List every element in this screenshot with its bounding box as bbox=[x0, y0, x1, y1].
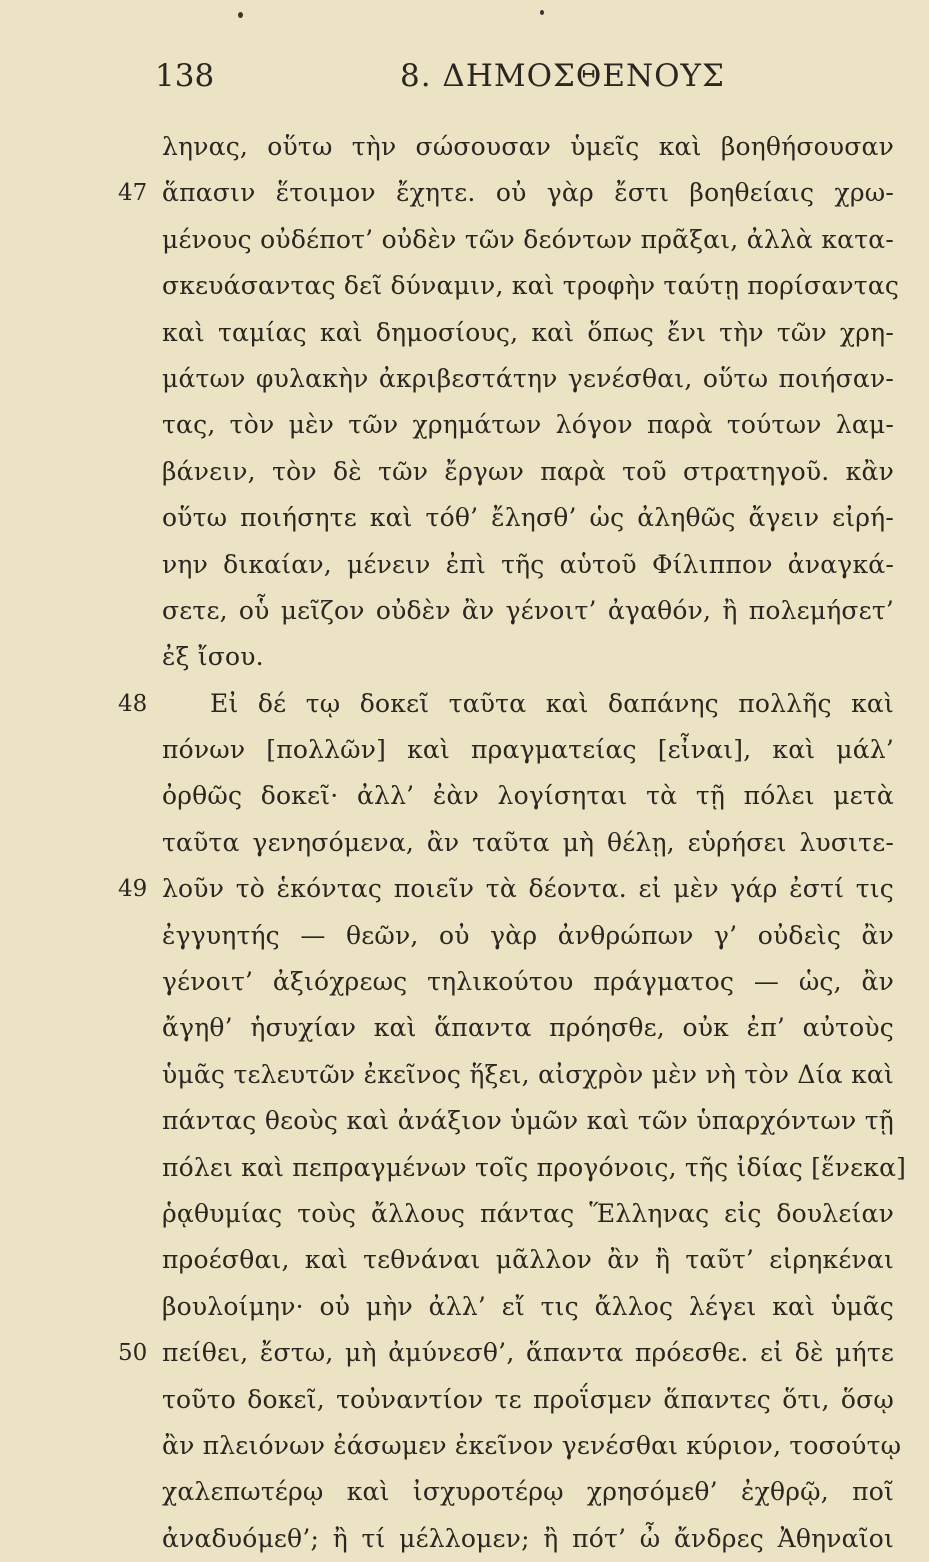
text-line bbox=[0, 170, 929, 216]
text-line bbox=[0, 727, 929, 773]
line-text: σετε, οὗ μεῖζον οὐδὲν ἂν γένοιτ’ ἀγαθόν, ἢ πολεμήσετ’ bbox=[162, 595, 894, 625]
page-number: 138 bbox=[155, 58, 215, 94]
text-line bbox=[0, 820, 929, 866]
line-text: ὀρθῶς δοκεῖ· ἀλλ’ ἐὰν λογίσηται τὰ τῇ πόλει μετὰ bbox=[162, 781, 894, 811]
text-line bbox=[0, 959, 929, 1005]
section-number: 48 bbox=[118, 690, 148, 717]
line-text: ἐξ ἴσου. bbox=[162, 642, 264, 672]
text-line bbox=[0, 263, 929, 309]
line-text: πείθει, ἔστω, μὴ ἀμύνεσθ’, ἅπαντα πρόεσθε. εἰ δὲ μήτε bbox=[162, 1338, 894, 1368]
ink-spot bbox=[540, 10, 544, 15]
line-text: τας, τὸν μὲν τῶν χρημάτων λόγον παρὰ τούτων λαμ- bbox=[162, 410, 894, 440]
running-title: 8. ΔΗΜΟΣΘΕΝΟΥΣ bbox=[400, 58, 725, 94]
text-line bbox=[0, 866, 929, 912]
line-text: ἂν πλειόνων ἐάσωμεν ἐκεῖνον γενέσθαι κύριον, τοσούτῳ bbox=[162, 1430, 902, 1460]
text-line bbox=[0, 217, 929, 263]
line-text: Εἰ δέ τῳ δοκεῖ ταῦτα καὶ δαπάνης πολλῆς καὶ bbox=[210, 688, 894, 718]
text-line bbox=[0, 542, 929, 588]
text-line bbox=[0, 1284, 929, 1330]
text-line bbox=[0, 634, 929, 680]
text-line bbox=[0, 402, 929, 448]
line-text: οὕτω ποιήσητε καὶ τόθ’ ἔλησθ’ ὡς ἀληθῶς ἄγειν εἰρή- bbox=[162, 503, 894, 533]
text-line bbox=[0, 495, 929, 541]
line-text: πόλει καὶ πεπραγμένων τοῖς προγόνοις, τῆς ἰδίας [ἕνεκα] bbox=[162, 1152, 907, 1182]
line-text: καὶ ταμίας καὶ δημοσίους, καὶ ὅπως ἔνι τὴν τῶν χρη- bbox=[162, 317, 894, 347]
line-text: ὑμᾶς τελευτῶν ἐκεῖνος ἥξει, αἰσχρὸν μὲν νὴ τὸν Δία καὶ bbox=[162, 1059, 894, 1089]
section-number: 50 bbox=[118, 1340, 148, 1367]
text-line bbox=[0, 913, 929, 959]
body-text bbox=[0, 124, 929, 1562]
text-line bbox=[0, 310, 929, 356]
text-line bbox=[0, 356, 929, 402]
text-line bbox=[0, 1098, 929, 1144]
line-text: τοῦτο δοκεῖ, τοὐναντίον τε προΐσμεν ἅπαντες ὅτι, ὅσῳ bbox=[162, 1384, 894, 1414]
text-line bbox=[0, 1005, 929, 1051]
text-line bbox=[0, 1145, 929, 1191]
text-line bbox=[0, 773, 929, 819]
line-text: ἐγγυητής — θεῶν, οὐ γὰρ ἀνθρώπων γ’ οὐδεὶς ἂν bbox=[162, 920, 894, 950]
text-line bbox=[0, 124, 929, 170]
line-text: ταῦτα γενησόμενα, ἂν ταῦτα μὴ θέλῃ, εὑρήσει λυσιτε- bbox=[162, 827, 894, 857]
page-header bbox=[155, 58, 875, 102]
section-number: 49 bbox=[118, 876, 148, 903]
text-line bbox=[0, 1191, 929, 1237]
text-line bbox=[0, 588, 929, 634]
section-number: 47 bbox=[118, 180, 148, 207]
line-text: πάντας θεοὺς καὶ ἀνάξιον ὑμῶν καὶ τῶν ὑπαρχόντων τῇ bbox=[162, 1106, 894, 1136]
line-text: μάτων φυλακὴν ἀκριβεστάτην γενέσθαι, οὕτω ποιήσαν- bbox=[162, 363, 894, 393]
line-text: πόνων [πολλῶν] καὶ πραγματείας [εἶναι], καὶ μάλ’ bbox=[162, 735, 894, 765]
text-line bbox=[0, 449, 929, 495]
line-text: βουλοίμην· οὐ μὴν ἀλλ’ εἴ τις ἄλλος λέγει καὶ ὑμᾶς bbox=[162, 1291, 894, 1321]
line-text: νην δικαίαν, μένειν ἐπὶ τῆς αὑτοῦ Φίλιππον ἀναγκά- bbox=[162, 549, 894, 579]
ink-spot bbox=[238, 12, 243, 18]
line-text: γένοιτ’ ἀξιόχρεως τηλικούτου πράγματος — ὡς, ἂν bbox=[162, 967, 894, 997]
line-text: σκευάσαντας δεῖ δύναμιν, καὶ τροφὴν ταύτῃ πορίσαντας bbox=[162, 271, 900, 301]
line-text: ἀναδυόμεθ’; ἢ τί μέλλομεν; ἢ πότ’ ὦ ἄνδρες Ἀθηναῖοι bbox=[162, 1523, 894, 1553]
text-line bbox=[0, 1516, 929, 1562]
line-text: βάνειν, τὸν δὲ τῶν ἔργων παρὰ τοῦ στρατηγοῦ. κἂν bbox=[162, 456, 894, 486]
text-line bbox=[0, 681, 929, 727]
line-text: χαλεπωτέρῳ καὶ ἰσχυροτέρῳ χρησόμεθ’ ἐχθρῷ, ποῖ bbox=[162, 1477, 894, 1507]
text-line bbox=[0, 1052, 929, 1098]
line-text: ἄγηθ’ ἡσυχίαν καὶ ἅπαντα πρόησθε, οὐκ ἐπ’ αὐτοὺς bbox=[162, 1013, 894, 1043]
text-line bbox=[0, 1377, 929, 1423]
text-line bbox=[0, 1469, 929, 1515]
line-text: λοῦν τὸ ἑκόντας ποιεῖν τὰ δέοντα. εἰ μὲν γάρ ἐστί τις bbox=[162, 874, 894, 904]
line-text: μένους οὐδέποτ’ οὐδὲν τῶν δεόντων πρᾶξαι, ἀλλὰ κατα- bbox=[162, 224, 894, 254]
text-line bbox=[0, 1237, 929, 1283]
line-text: ῥᾳθυμίας τοὺς ἄλλους πάντας Ἕλληνας εἰς δουλείαν bbox=[162, 1198, 894, 1228]
line-text: ληνας, οὕτω τὴν σώσουσαν ὑμεῖς καὶ βοηθήσουσαν bbox=[162, 132, 894, 161]
line-text: ἅπασιν ἕτοιμον ἔχητε. οὐ γὰρ ἔστι βοηθείαις χρω- bbox=[162, 178, 894, 208]
line-text: προέσθαι, καὶ τεθνάναι μᾶλλον ἂν ἢ ταῦτ’ εἰρηκέναι bbox=[162, 1245, 894, 1275]
text-line bbox=[0, 1330, 929, 1376]
text-line bbox=[0, 1423, 929, 1469]
